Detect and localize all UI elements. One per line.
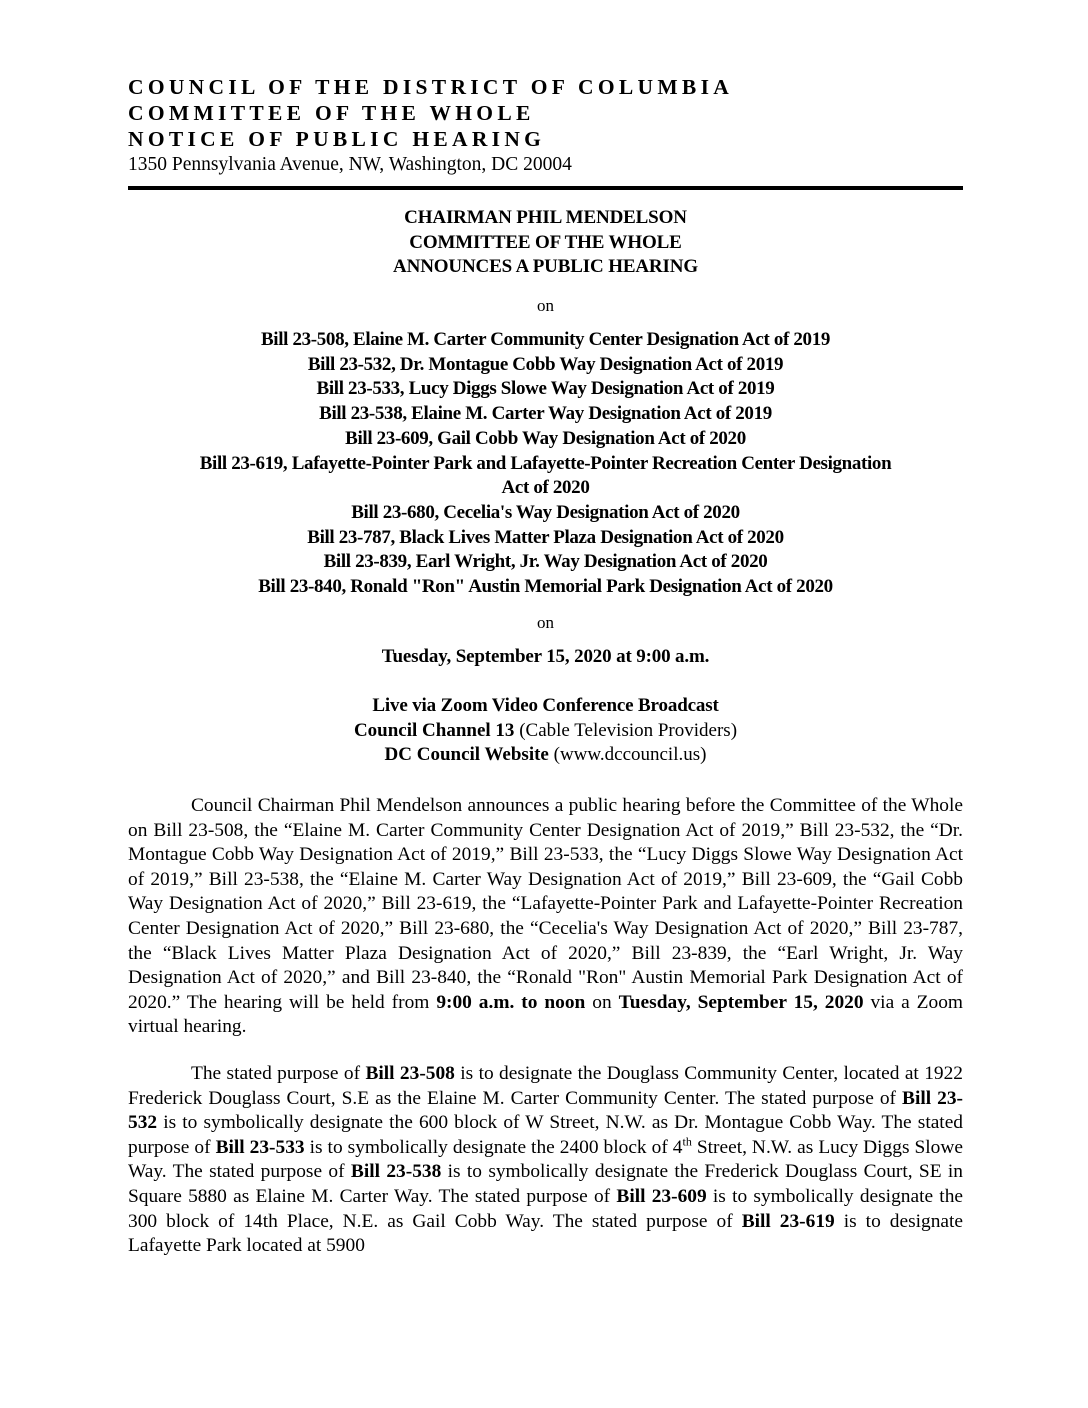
bill-item: Bill 23-532, Dr. Montague Cobb Way Designation Act of 2019: [307, 353, 784, 375]
paragraph-text: via a Zoom virtual hearing.: [128, 991, 963, 1038]
website-url: (www.dccouncil.us): [548, 744, 707, 765]
paragraph-text: is to symbolically designate the 300 block of 14th Place, N.E. as Gail Cobb Way. The stated purpose of: [128, 1185, 963, 1232]
paragraph-text: is to designate the Douglass Community Center, located at 1922 Frederick Douglass Court, S.E as the Elaine M. Carter Community Center. The stated purpose of: [128, 1063, 963, 1109]
announces-line: ANNOUNCES A PUBLIC HEARING: [393, 256, 698, 277]
paragraph-text: is to symbolically designate the 2400 block of 4: [304, 1136, 683, 1158]
channel-label: Council Channel 13: [353, 719, 515, 741]
committee-name: COMMITTEE OF THE WHOLE: [128, 101, 535, 125]
announcement-heading: [128, 206, 963, 280]
committee-line: COMMITTEE OF THE WHOLE: [409, 231, 682, 253]
bill-reference: Bill 23-533: [215, 1136, 305, 1158]
bill-item: Bill 23-840, Ronald "Ron" Austin Memorial Park Designation Act of 2020: [258, 576, 833, 598]
bill-item: Bill 23-619, Lafayette-Pointer Park and Lafayette-Pointer Recreation Center Designation: [199, 452, 892, 474]
channel-detail: (Cable Television Providers): [514, 719, 738, 741]
bill-reference: Bill 23-619: [741, 1210, 835, 1232]
bill-reference: Bill 23-532: [128, 1087, 963, 1134]
paragraph-text: Council Chairman Phil Mendelson announces a public hearing before the Committee of the Whole on Bill 23-508, the “Elaine M. Carter Community Center Designation Act of 2019,” Bill 23-532, the “Dr. Montague Cobb Way Designation Act of 2019,” Bill 23-533, the “Lucy Diggs Slowe Way Designation Act of 2019,” Bill 23-538, the “Elaine M. Carter Way Designation Act of 2019,” Bill 23-609, the “Gail Cobb Way Designation Act of 2020,” Bill 23-619, the “Lafayette-Pointer Park and Lafayette-Pointer Recreation Center Designation Act of 2020,” Bill 23-680, the “Cecelia's Way Designation Act of 2020,” Bill 23-787, the “Black Lives Matter Plaza Designation Act of 2020,” Bill 23-839, the “Earl Wright, Jr. Way Designation Act of 2020,” and Bill 23-840, the “Ronald "Ron" Austin Memorial Park Designation Act of 2020.” The hearing will be held from: [128, 795, 963, 1013]
broadcast-info: [128, 694, 963, 768]
bill-item: Bill 23-508, Elaine M. Carter Community Center Designation Act of 2019: [260, 329, 831, 350]
ordinal-suffix: th: [682, 1134, 692, 1149]
bill-item: Bill 23-839, Earl Wright, Jr. Way Designation Act of 2020: [323, 551, 768, 573]
website-line: [128, 743, 963, 768]
on-text-1: on: [537, 296, 554, 315]
bill-item: Bill 23-609, Gail Cobb Way Designation Act of 2020: [345, 427, 746, 449]
bill-list: [128, 328, 963, 600]
council-address: 1350 Pennsylvania Avenue, NW, Washington, DC 20004: [128, 154, 572, 175]
letterhead: [128, 74, 963, 177]
paragraph-text: is to symbolically designate the 600 block of W Street, N.W. as Dr. Montague Cobb Way. The stated purpose of: [128, 1112, 963, 1158]
bill-purpose-paragraph: [128, 1062, 963, 1259]
chairman-line: CHAIRMAN PHIL MENDELSON: [404, 207, 687, 228]
hearing-datetime: Tuesday, September 15, 2020 at 9:00 a.m.: [381, 646, 710, 667]
website-label: DC Council Website: [384, 744, 549, 765]
bill-item: Bill 23-538, Elaine M. Carter Way Designation Act of 2019: [319, 403, 772, 425]
bill-item: Bill 23-533, Lucy Diggs Slowe Way Designation Act of 2019: [316, 378, 775, 400]
council-channel-line: [128, 719, 963, 744]
on-text-2: on: [537, 613, 554, 632]
council-name: COUNCIL OF THE DISTRICT OF COLUMBIA: [128, 75, 734, 99]
header-rule: [128, 186, 963, 190]
bill-reference: Bill 23-508: [365, 1063, 455, 1084]
hearing-time: 9:00 a.m. to noon: [436, 991, 586, 1013]
paragraph-text: on: [585, 991, 619, 1013]
paragraph-text: is to designate Lafayette Park located at 5900: [128, 1210, 963, 1257]
zoom-broadcast-line: Live via Zoom Video Conference Broadcast: [372, 695, 719, 716]
paragraph-text: is to symbolically designate the Frederick Douglass Court, SE in Square 5880 as Elaine M. Carter Way. The stated purpose of: [128, 1161, 963, 1207]
hearing-date: Tuesday, September 15, 2020: [618, 991, 864, 1013]
notice-title: NOTICE OF PUBLIC HEARING: [128, 127, 546, 151]
paragraph-text: Street, N.W. as Lucy Diggs Slowe Way. The stated purpose of: [128, 1136, 963, 1183]
bill-reference: Bill 23-609: [616, 1185, 707, 1207]
paragraph-text: The stated purpose of: [191, 1063, 366, 1084]
bill-item: Bill 23-680, Cecelia's Way Designation Act of 2020: [351, 501, 740, 523]
bill-item: Bill 23-787, Black Lives Matter Plaza Designation Act of 2020: [307, 526, 784, 548]
bill-item-continuation: Act of 2020: [501, 477, 590, 499]
bill-reference: Bill 23-538: [350, 1161, 442, 1183]
hearing-announcement-paragraph: [128, 794, 963, 1040]
